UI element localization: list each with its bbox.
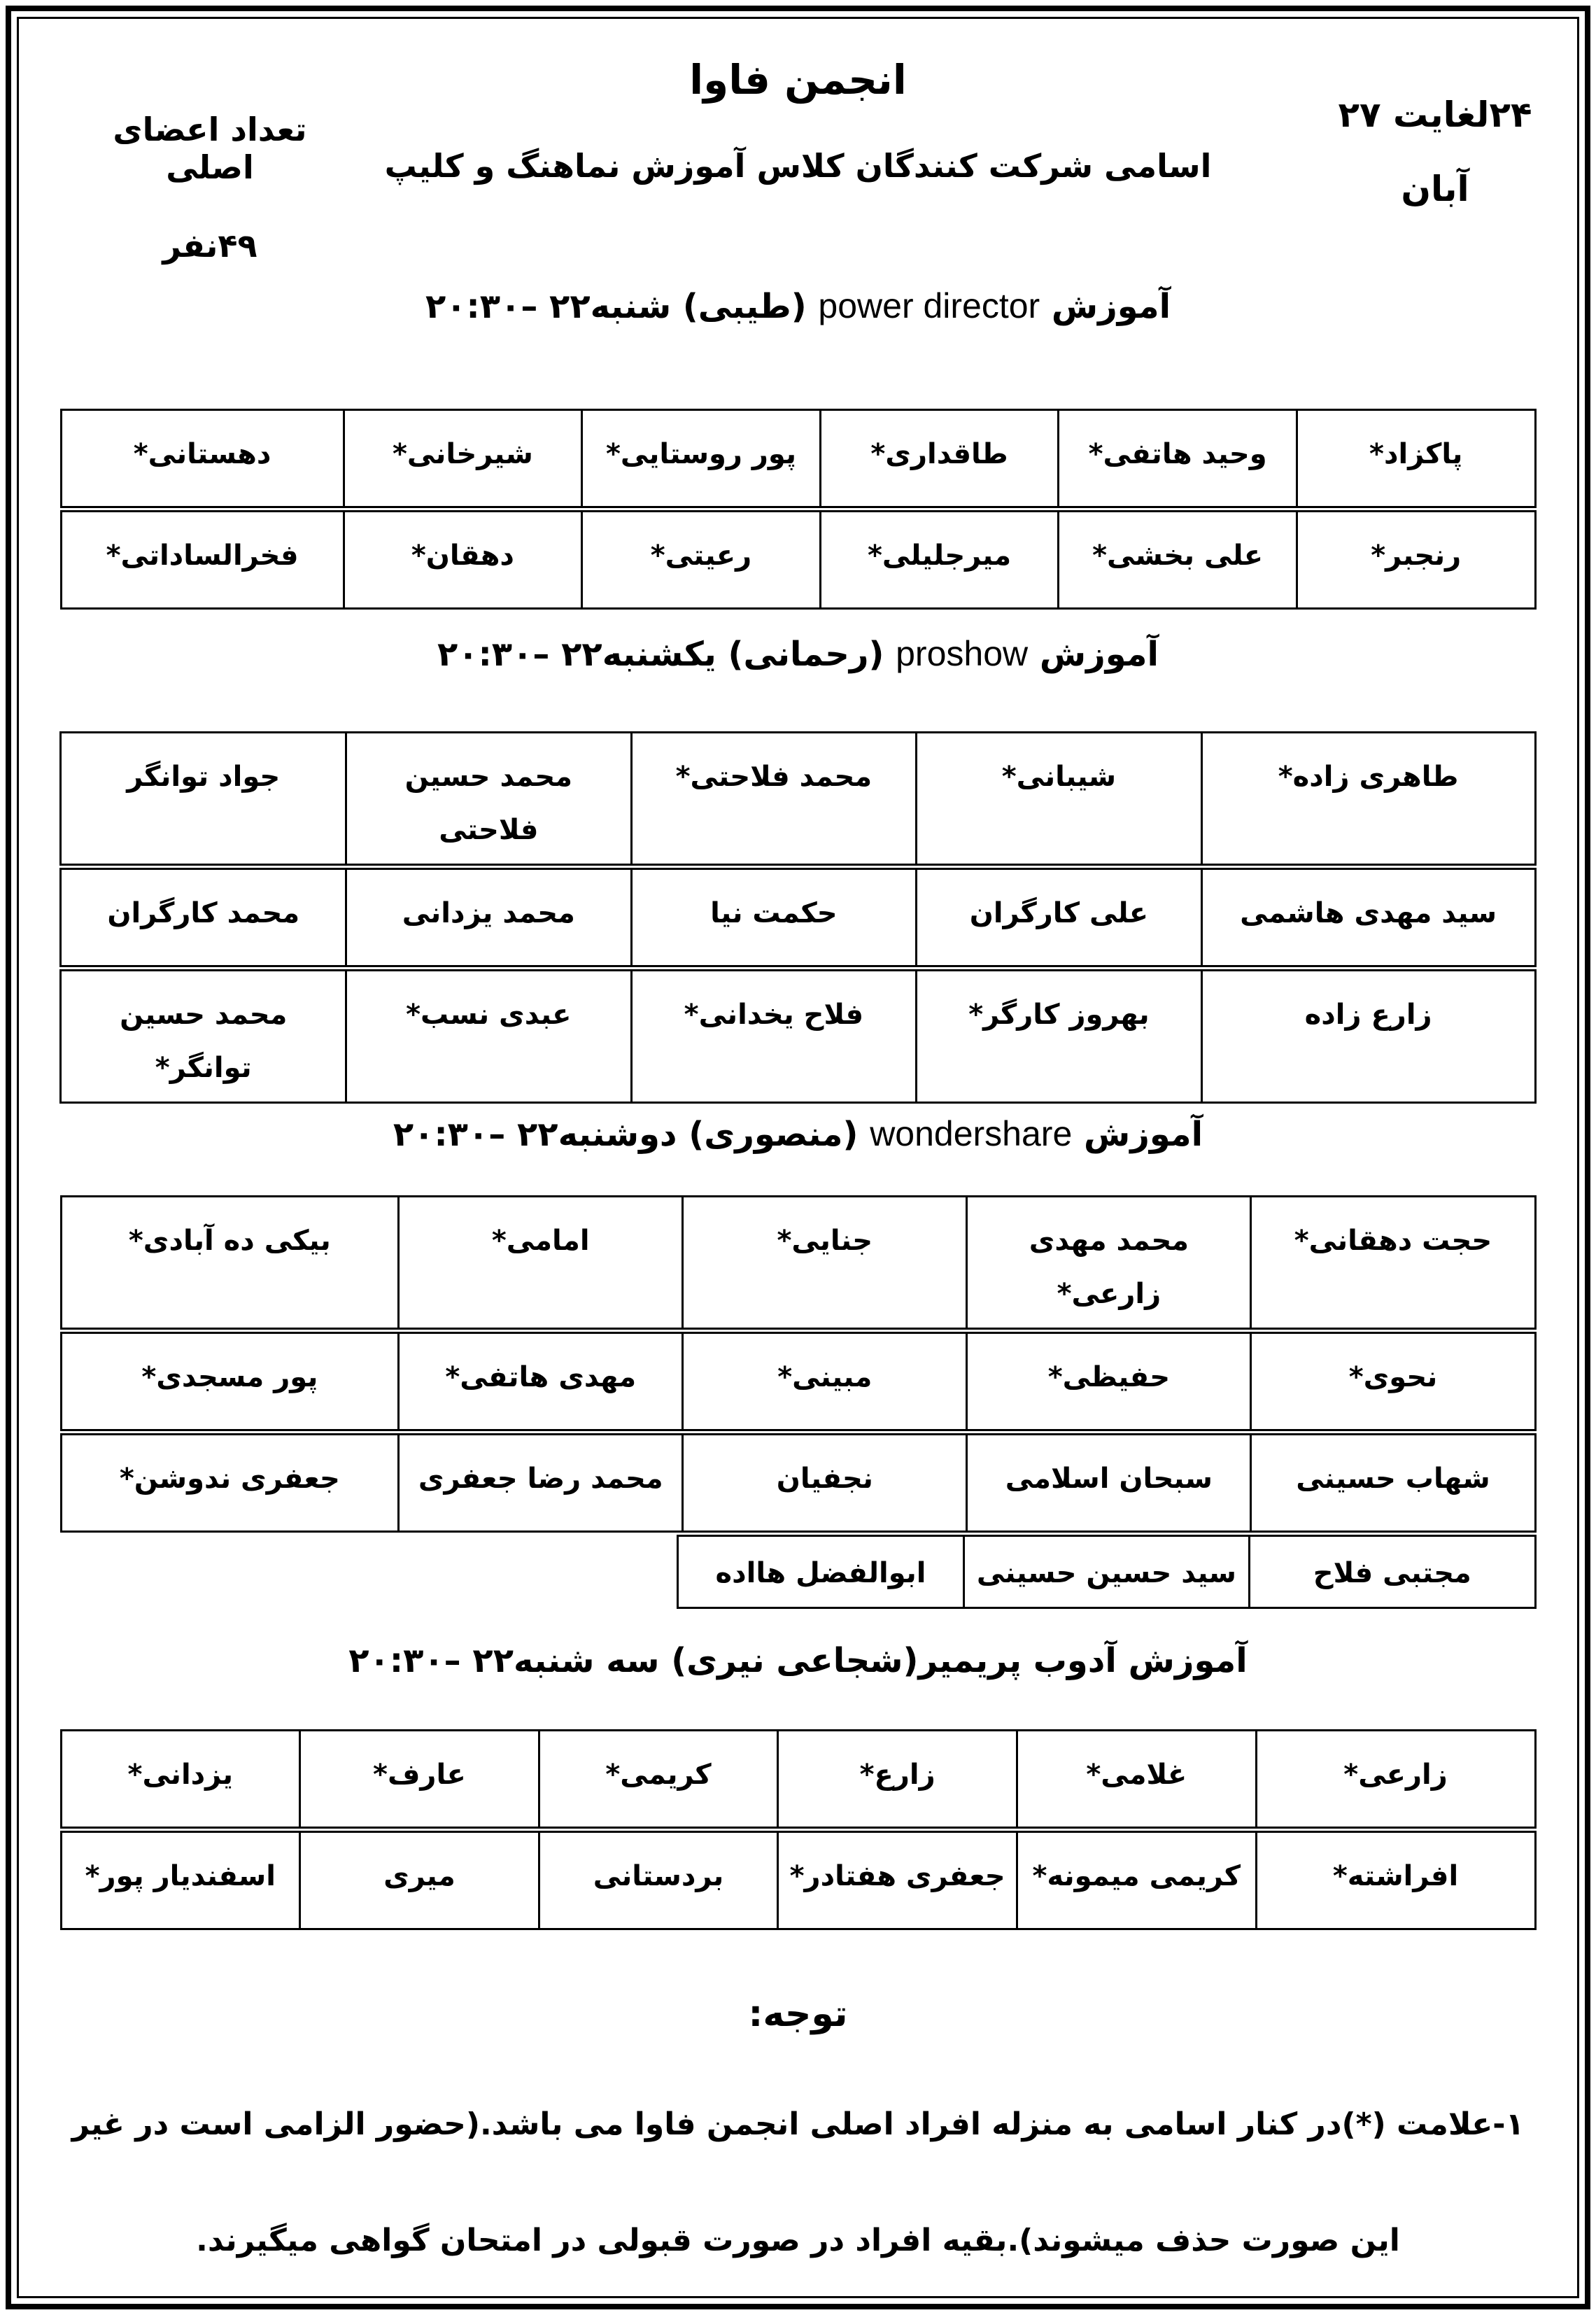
participant-cell: پور مسجدی* — [60, 1332, 400, 1431]
participant-cell: حفیظی* — [966, 1332, 1252, 1431]
participant-cell: پور روستایی* — [581, 409, 821, 508]
heading-software-name: wondershare — [870, 1114, 1073, 1154]
participant-cell: فلاح یخدانی* — [630, 969, 918, 1104]
participants-table-proshow — [60, 731, 1537, 1104]
participant-cell: نحوی* — [1250, 1332, 1536, 1431]
participant-cell: مجتبی فلاح — [1248, 1535, 1536, 1609]
participant-cell: رنجبر* — [1296, 510, 1537, 610]
participant-cell: شهاب حسینی — [1250, 1433, 1536, 1533]
participant-cell: جواد توانگر — [59, 731, 347, 866]
participant-cell: بردستانی — [538, 1831, 779, 1930]
participant-cell: دهقان* — [343, 510, 584, 610]
participant-cell: شیبانی* — [915, 731, 1203, 866]
participants-table-wondershare — [60, 1195, 1537, 1609]
heading-training-word: آموزش — [1128, 1640, 1248, 1680]
participant-cell: کریمی میمونه* — [1016, 1831, 1257, 1930]
heading-software-name: power director — [818, 286, 1040, 325]
participant-cell: محمد فلاحتی* — [630, 731, 918, 866]
table-row — [60, 969, 1537, 1104]
heading-instructor-time: آدوب پریمیر(شجاعی نیری) سه شنبه۲۲ –۲۰:۳۰ — [348, 1640, 1117, 1680]
participant-cell: جنایی* — [682, 1195, 968, 1330]
participant-cell: مبینی* — [682, 1332, 968, 1431]
page-subtitle: اسامی شرکت کنندگان کلاس آموزش نماهنگ و کلیپ — [384, 147, 1212, 185]
participant-cell: کریمی* — [538, 1729, 779, 1829]
participant-cell: جعفری ندوشن* — [60, 1433, 400, 1533]
section-heading-wondershare — [28, 1109, 1568, 1158]
participant-cell: میری — [299, 1831, 540, 1930]
heading-instructor-time: (منصوری) دوشنبه۲۲ –۲۰:۳۰ — [393, 1115, 859, 1155]
participant-cell: جعفری هفتادر* — [777, 1831, 1018, 1930]
participant-cell: میرجلیلی* — [819, 510, 1060, 610]
document-header — [28, 28, 1568, 273]
participant-cell: حکمت نیا — [630, 868, 918, 967]
table-row — [60, 868, 1537, 967]
date-block — [1330, 94, 1540, 209]
participant-cell: امامی* — [397, 1195, 684, 1330]
participant-cell: شیرخانی* — [343, 409, 584, 508]
table-row — [60, 1729, 1537, 1829]
participant-cell: پاکزاد* — [1296, 409, 1537, 508]
section-heading-adobe-premiere — [28, 1635, 1568, 1684]
participant-cell: زارعی* — [1255, 1729, 1537, 1829]
participants-table-power-director — [60, 409, 1537, 610]
participant-cell: یزدانی* — [60, 1729, 302, 1829]
table-row — [60, 510, 1537, 610]
participant-cell: محمد رضا جعفری — [397, 1433, 684, 1533]
participants-table-adobe-premiere — [60, 1729, 1537, 1930]
heading-training-word: آموزش — [1039, 635, 1159, 675]
participant-cell: طاهری زاده* — [1201, 731, 1537, 866]
participant-cell: وحید هاتفی* — [1057, 409, 1298, 508]
table-row — [60, 409, 1537, 508]
heading-instructor-time: (طیبی) شنبه۲۲ –۲۰:۳۰ — [425, 287, 807, 326]
section-heading-proshow — [28, 629, 1568, 678]
participant-cell: محمد کارگران — [59, 868, 347, 967]
participant-cell: عبدی نسب* — [345, 969, 633, 1104]
table-row — [60, 1535, 1537, 1609]
participant-cell: بیکی ده آبادی* — [60, 1195, 400, 1330]
participant-cell: زارع زاده — [1201, 969, 1537, 1104]
date-month: آبان — [1401, 169, 1469, 209]
heading-instructor-time: (رحمانی) یکشنبه۲۲ –۲۰:۳۰ — [437, 635, 884, 675]
participant-cell: علی بخشی* — [1057, 510, 1298, 610]
participant-cell: علی کارگران — [915, 868, 1203, 967]
title-block — [309, 56, 1288, 185]
participant-cell: محمد مهدی زارعی* — [966, 1195, 1252, 1330]
page-title: انجمن فاوا — [689, 56, 907, 104]
empty-cell — [395, 1535, 679, 1609]
participant-cell: افراشته* — [1255, 1831, 1537, 1930]
participant-cell: سبحان اسلامی — [966, 1433, 1252, 1533]
heading-software-name: proshow — [896, 634, 1029, 674]
participant-cell: محمد یزدانی — [345, 868, 633, 967]
page-content — [28, 28, 1568, 2287]
participant-cell: نجفیان — [682, 1433, 968, 1533]
members-count-label: تعداد اعضای اصلی — [113, 111, 307, 186]
participant-cell: اسفندیار پور* — [60, 1831, 302, 1930]
participant-cell: فخرالساداتی* — [60, 510, 345, 610]
participant-cell: محمد حسین فلاحتی — [345, 731, 633, 866]
participant-cell: سید حسین حسینی — [963, 1535, 1250, 1609]
participant-cell: عارف* — [299, 1729, 540, 1829]
table-row — [60, 1831, 1537, 1930]
section-heading-power-director — [28, 281, 1568, 330]
table-row — [60, 731, 1537, 866]
note-line: این صورت حذف میشوند).بقیه افراد در صورت قبولی در امتحان گواهی میگیرند. — [196, 2222, 1400, 2258]
table-row — [60, 1332, 1537, 1431]
participant-cell: غلامی* — [1016, 1729, 1257, 1829]
members-block — [70, 111, 350, 265]
participant-cell: رعیتی* — [581, 510, 821, 610]
note-heading: توجه: — [748, 1992, 848, 2035]
heading-training-word: آموزش — [1051, 287, 1171, 326]
participant-cell: دهستانی* — [60, 409, 345, 508]
heading-training-word: آموزش — [1083, 1115, 1203, 1155]
table-row — [60, 1195, 1537, 1330]
members-count-value: ۴۹نفر — [162, 227, 257, 265]
participant-cell: سید مهدی هاشمی — [1201, 868, 1537, 967]
note-line: ۱-علامت (*)در کنار اسامی به منزله افراد اصلی انجمن فاوا می باشد.(حضور الزامی است در غیر — [71, 2106, 1525, 2142]
participant-cell: زارع* — [777, 1729, 1018, 1829]
participant-cell: مهدی هاتفی* — [397, 1332, 684, 1431]
participant-cell: حجت دهقانی* — [1250, 1195, 1536, 1330]
participant-cell: ابوالفضل هااده — [677, 1535, 964, 1609]
participant-cell: محمد حسین توانگر* — [59, 969, 347, 1104]
participant-cell: بهروز کارگر* — [915, 969, 1203, 1104]
table-row — [60, 1433, 1537, 1533]
date-range: ۲۴لغایت ۲۷ — [1338, 94, 1532, 135]
participant-cell: طاقداری* — [819, 409, 1060, 508]
empty-cell — [59, 1535, 397, 1609]
